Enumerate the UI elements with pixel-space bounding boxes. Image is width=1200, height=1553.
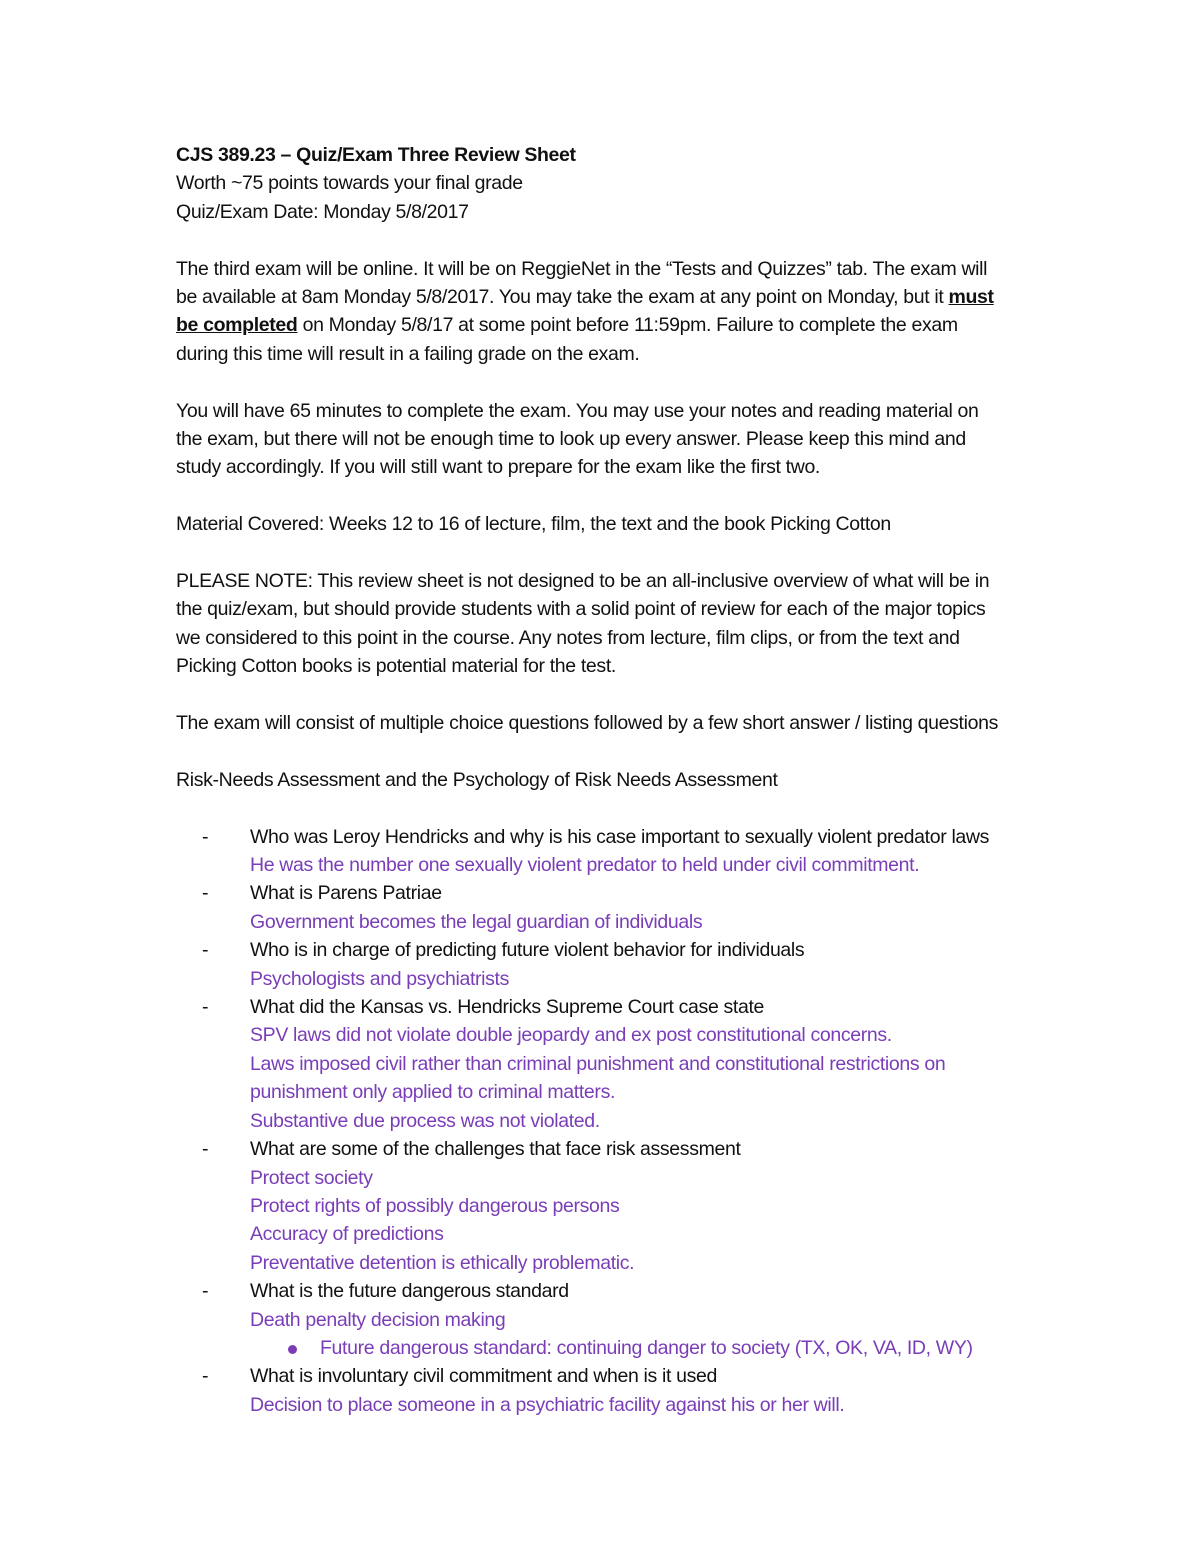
answer-text: Laws imposed civil rather than criminal punishment and constitutional restrictions on — [250, 1052, 946, 1075]
sub-bullet-text: Future dangerous standard: continuing danger to society (TX, OK, VA, ID, WY) — [320, 1336, 973, 1359]
answer-text: Death penalty decision making — [250, 1308, 506, 1331]
answer-text: Protect rights of possibly dangerous persons — [250, 1194, 620, 1217]
answer-text: Protect society — [250, 1166, 373, 1189]
emphasis-be-completed: be completed — [176, 314, 298, 337]
question-item — [176, 1277, 1056, 1305]
time-info-line-3: study accordingly. If you will still want to prepare for the exam like the first two. — [176, 456, 821, 479]
question-item — [176, 823, 1056, 851]
note-line-4: Picking Cotton books is potential material for the test. — [176, 655, 616, 678]
exam-info-line-3 — [176, 311, 1056, 339]
question-text: Who was Leroy Hendricks and why is his case important to sexually violent predator laws — [250, 825, 990, 848]
question-text: What is Parens Patriae — [250, 882, 442, 905]
question-item — [176, 936, 1056, 964]
dash-marker: - — [202, 1138, 209, 1161]
question-text: What is the future dangerous standard — [250, 1280, 569, 1303]
document-title: CJS 389.23 – Quiz/Exam Three Review Sheet — [176, 144, 576, 166]
exam-format: The exam will consist of multiple choice questions followed by a few short answer / listing questions — [176, 712, 998, 735]
exam-date-line: Quiz/Exam Date: Monday 5/8/2017 — [176, 200, 469, 223]
section-title: Risk-Needs Assessment and the Psychology of Risk Needs Assessment — [176, 768, 778, 791]
time-info-line-1: You will have 65 minutes to complete the exam. You may use your notes and reading material on — [176, 399, 979, 422]
worth-line: Worth ~75 points towards your final grade — [176, 172, 523, 195]
question-item — [176, 1135, 1056, 1163]
exam-info-text: be available at 8am Monday 5/8/2017. You may take the exam at any point on Monday, but it — [176, 286, 949, 309]
answer-text: Psychologists and psychiatrists — [250, 967, 510, 990]
dash-marker: - — [202, 825, 209, 848]
sub-bullet-item — [176, 1334, 1056, 1362]
review-sheet — [176, 141, 1056, 1419]
emphasis-must: must — [948, 286, 994, 309]
question-text: Who is in charge of predicting future violent behavior for individuals — [250, 939, 805, 962]
answer-text: Preventative detention is ethically problematic. — [250, 1251, 635, 1274]
question-text: What is involuntary civil commitment and when is it used — [250, 1365, 718, 1388]
answer-text: Substantive due process was not violated. — [250, 1109, 600, 1132]
note-line-2: the quiz/exam, but should provide students with a solid point of review for each of the major topics — [176, 598, 986, 621]
dash-marker: - — [202, 996, 209, 1019]
dash-marker: - — [202, 882, 209, 905]
dash-marker: - — [202, 1365, 209, 1388]
spacer — [176, 539, 1056, 567]
bullet-dot-icon — [288, 1345, 297, 1354]
question-item — [176, 1362, 1056, 1390]
answer-text: SPV laws did not violate double jeopardy and ex post constitutional concerns. — [250, 1024, 892, 1047]
exam-info-line-4: during this time will result in a failing grade on the exam. — [176, 342, 640, 365]
exam-info-line-2 — [176, 283, 1056, 311]
exam-info-line-1: The third exam will be online. It will be on ReggieNet in the “Tests and Quizzes” tab. The exam will — [176, 257, 988, 280]
note-line-3: we considered to this point in the course. Any notes from lecture, film clips, or from the text and — [176, 626, 960, 649]
spacer — [176, 368, 1056, 396]
answer-text: Government becomes the legal guardian of individuals — [250, 910, 703, 933]
material-covered: Material Covered: Weeks 12 to 16 of lecture, film, the text and the book Picking Cotton — [176, 513, 891, 536]
question-item — [176, 993, 1056, 1021]
answer-text: Accuracy of predictions — [250, 1223, 444, 1246]
spacer — [176, 681, 1056, 709]
spacer — [176, 737, 1056, 765]
question-item — [176, 879, 1056, 907]
spacer — [176, 226, 1056, 254]
dash-marker: - — [202, 939, 209, 962]
time-info-line-2: the exam, but there will not be enough time to look up every answer. Please keep this mind and — [176, 428, 966, 451]
spacer — [176, 482, 1056, 510]
answer-text: Decision to place someone in a psychiatric facility against his or her will. — [250, 1393, 845, 1416]
answer-text: punishment only applied to criminal matters. — [250, 1081, 616, 1104]
question-text: What did the Kansas vs. Hendricks Supreme Court case state — [250, 996, 765, 1019]
note-line-1: PLEASE NOTE: This review sheet is not designed to be an all-inclusive overview of what will be in — [176, 570, 990, 593]
spacer — [176, 794, 1056, 822]
question-text: What are some of the challenges that face risk assessment — [250, 1138, 741, 1161]
answer-text: He was the number one sexually violent predator to held under civil commitment. — [250, 854, 920, 877]
exam-info-text: on Monday 5/8/17 at some point before 11:59pm. Failure to complete the exam — [297, 314, 958, 337]
dash-marker: - — [202, 1280, 209, 1303]
